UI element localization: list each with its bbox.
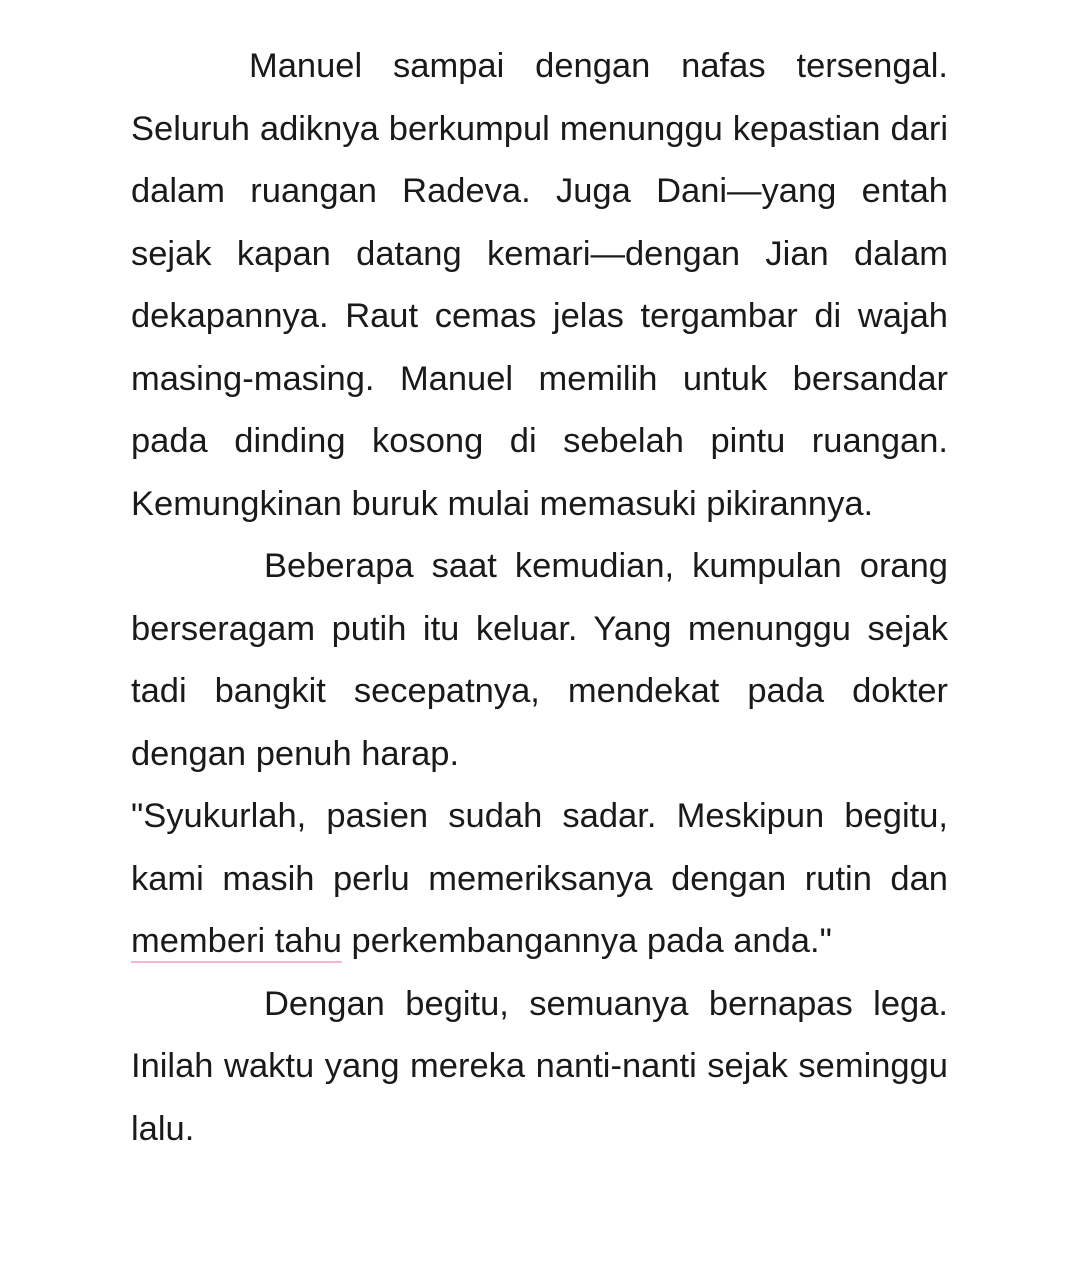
paragraph-2: Beberapa saat kemudian, kumpulan orang berseragam putih itu keluar. Yang menunggu sejak tadi bangkit secepatnya, mendekat pada dokter dengan penuh harap. — [131, 547, 948, 773]
dialogue-text-end: perkembangannya pada anda." — [341, 922, 832, 960]
document-page — [131, 35, 948, 1160]
spellcheck-underlined-phrase[interactable]: memberi tahu — [131, 922, 342, 960]
dialogue-text-start: "Syukurlah, pasien sudah sadar. Meskipun begitu, kami masih perlu memeriksanya dengan rutin dan — [131, 797, 948, 898]
paragraph-4: Dengan begitu, semuanya bernapas lega. Inilah waktu yang mereka nanti-nanti sejak seminggu lalu. — [131, 984, 948, 1148]
paragraph-3-dialogue — [131, 785, 948, 973]
paragraph-1: Manuel sampai dengan nafas tersengal. Seluruh adiknya berkumpul menunggu kepastian dari dalam ruangan Radeva. Juga Dani—yang entah sejak kapan datang kemari—dengan Jian dalam dekapannya. Raut cemas jelas tergambar di wajah masing-masing. Manuel memilih untuk bersandar pada dinding kosong di sebelah pintu ruangan. Kemungkinan buruk mulai memasuki pikirannya. — [131, 47, 948, 523]
